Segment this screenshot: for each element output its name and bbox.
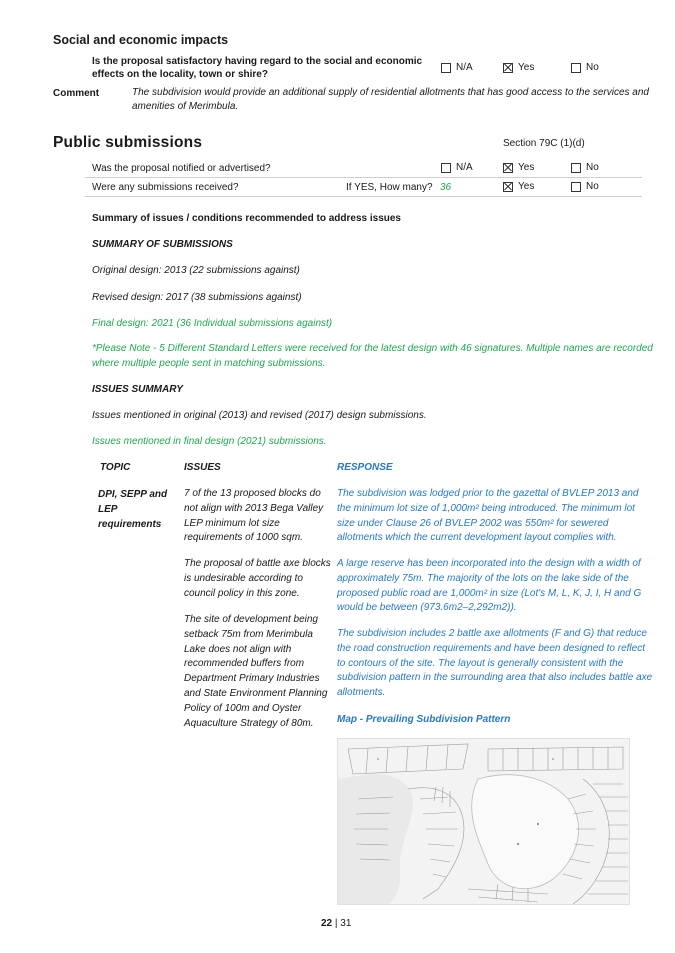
row-divider [85,177,642,178]
issues-original: Issues mentioned in original (2013) and revised (2017) design submissions. [92,410,427,421]
comment-text: The subdivision would provide an additional supply of residential allotments that has good access to the services and amenities of Merimbula. [132,87,649,112]
section-heading-public: Public submissions [53,134,203,151]
page-number: 22 | 31 [321,918,352,929]
issues-summary-heading: ISSUES SUMMARY [92,384,183,395]
how-many-value: 36 [440,182,452,193]
comment-label: Comment [53,88,100,99]
table-header-issues: ISSUES [184,462,221,473]
social-option-no[interactable]: No [571,62,599,73]
final-design: Final design: 2021 (36 Individual submissions against) [92,318,333,329]
checkbox-icon[interactable] [571,163,581,173]
summary-subheading: SUMMARY OF SUBMISSIONS [92,239,233,250]
checkbox-icon[interactable] [571,182,581,192]
submissions-option-yes[interactable]: Yes [503,181,534,192]
response-reserve: A large reserve has been incorporated into the design with a width of approximately 75m. The majority of the lots on the lake side of the proposed public road are 1,000m² in size (Lot's M, L, K, J, I, H and G would be between (973.6m2–2,292m2)). [337,558,642,614]
subdivision-map-graphic [338,739,629,904]
notified-question: Was the proposal notified or advertised? [92,163,271,174]
issue-setback: The site of development being setback 75m from Merimbula Lake does not align with recommended buffers from Department Primary Industries and State Environment Planning Policy of 100m and Oyster Aquaculture Strategy of 80m. [184,614,328,729]
social-question: Is the proposal satisfactory having regard to the social and economic effects on the locality, town or shire? [92,56,423,80]
revised-design: Revised design: 2017 (38 submissions against) [92,292,302,303]
checked-checkbox-icon[interactable] [503,63,513,73]
notified-option-yes[interactable]: Yes [503,162,534,173]
checked-checkbox-icon[interactable] [503,163,513,173]
checkbox-icon[interactable] [571,63,581,73]
table-header-response: RESPONSE [337,462,393,473]
notified-option-na[interactable]: N/A [441,162,473,173]
social-option-na[interactable]: N/A [441,62,473,73]
submissions-question: Were any submissions received? [92,182,239,193]
how-many-label: If YES, How many? [346,182,433,193]
issue-battle-axe: The proposal of battle axe blocks is undesirable according to council policy in this zone. [184,558,331,599]
response-lot-size: The subdivision was lodged prior to the gazettal of BVLEP 2013 and the minimum lot size of 1,000m² being introduced. The minimum lot size under Clause 26 of BVLEP 2002 was 550m² for sewered allotments which the current development layout complies with. [337,488,639,544]
table-header-topic: TOPIC [100,462,131,473]
map-caption: Map - Prevailing Subdivision Pattern [337,714,511,725]
issue-lot-size: 7 of the 13 proposed blocks do not align with 2013 Bega Valley LEP minimum lot size requirements of 1000 sqm. [184,488,324,544]
response-battle-axe: The subdivision includes 2 battle axe allotments (F and G) that reduce the road construction requirements and have been designed to reflect to contours of the site. The layout is generally consistent with the subdivision pattern in the surrounding area that also includes battle axe allotments. [337,628,653,699]
summary-title: Summary of issues / conditions recommended to address issues [92,213,401,224]
row-divider [85,196,642,197]
submissions-option-no[interactable]: No [571,181,599,192]
social-option-yes[interactable]: Yes [503,62,534,73]
checkbox-icon[interactable] [441,163,451,173]
checkbox-icon[interactable] [441,63,451,73]
notified-option-no[interactable]: No [571,162,599,173]
section-reference: Section 79C (1)(d) [503,138,585,149]
original-design: Original design: 2013 (22 submissions against) [92,265,300,276]
topic-cell: DPI, SEPP and LEP requirements [98,489,168,530]
issues-final: Issues mentioned in final design (2021) submissions. [92,436,327,447]
checked-checkbox-icon[interactable] [503,182,513,192]
section-heading-social: Social and economic impacts [53,33,229,47]
please-note: *Please Note - 5 Different Standard Letters were received for the latest design with 46 signatures. Multiple names are recorded where multiple people sent in matching submissions. [92,343,653,369]
subdivision-map [337,738,630,905]
